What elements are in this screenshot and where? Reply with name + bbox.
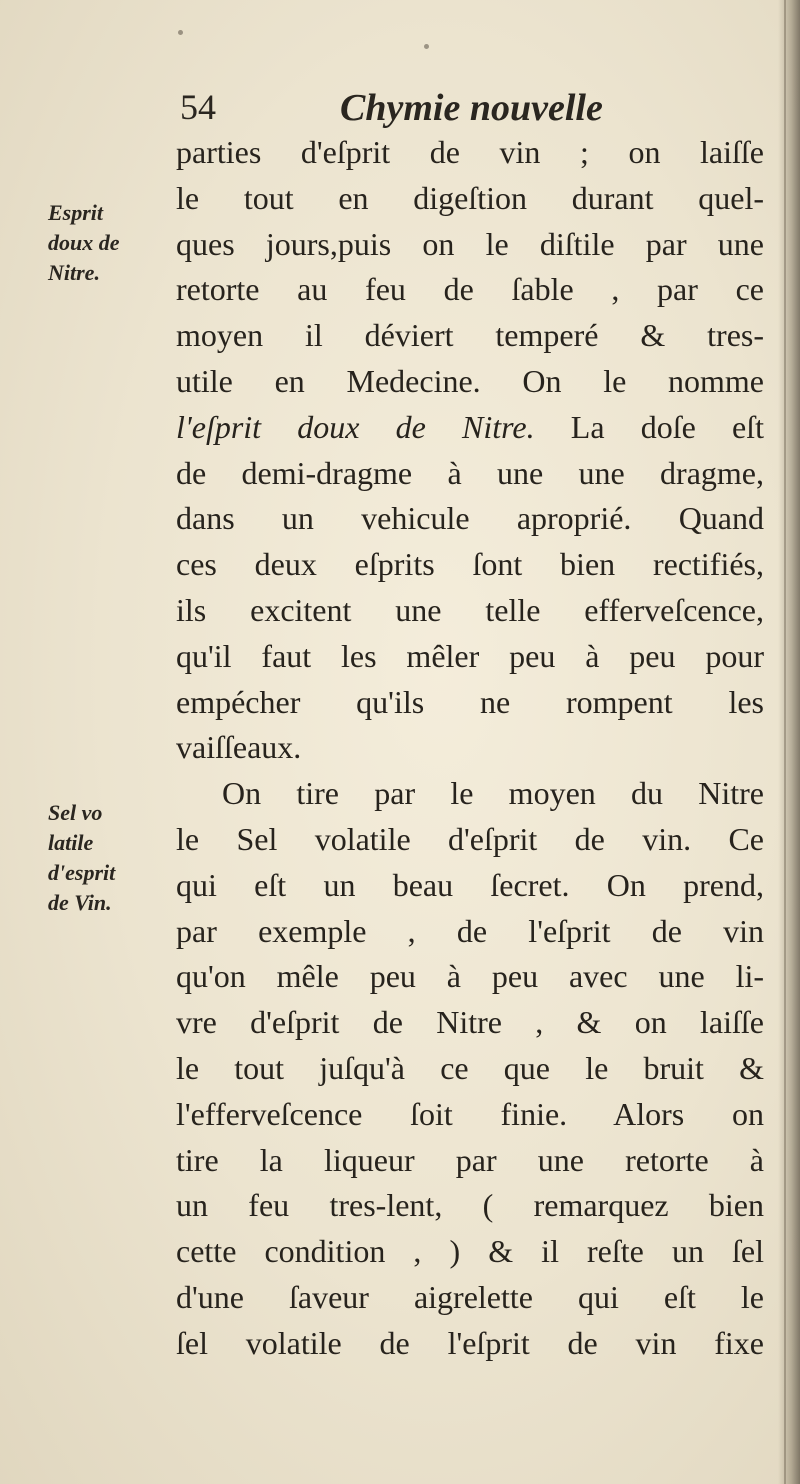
text-line: ces deux eſprits ſont bien rectifiés, [176, 546, 764, 583]
text-line: qui eſt un beau ſecret. On prend, [176, 866, 764, 903]
text-line: qu'il faut les mêler peu à peu pour [176, 637, 764, 674]
margin-note-sel-volatile [48, 798, 168, 918]
text-line: ils excitent une telle efferveſcence, [176, 591, 764, 628]
text-line: de demi-dragme à une une dragme, [176, 454, 764, 491]
page-number: 54 [180, 87, 216, 127]
margin-note-line: Sel vo [48, 800, 103, 825]
text-line: cette condition , ) & il reſte un ſel [176, 1233, 764, 1270]
text-line: le tout juſqu'à ce que le bruit & [176, 1049, 764, 1086]
text-line: tire la liqueur par une retorte à [176, 1141, 764, 1178]
text-line: ſel volatile de l'eſprit de vin fixe [176, 1324, 764, 1361]
margin-note-line: Nitre. [48, 260, 100, 285]
text-line: vaiſſeaux. [176, 729, 302, 766]
text-line: par exemple , de l'eſprit de vin [176, 912, 764, 949]
running-title: Chymie nouvelle [340, 87, 603, 129]
page-header [180, 86, 760, 136]
margin-note-line: latile [48, 830, 94, 855]
text-line: moyen il déviert temperé & tres- [176, 317, 764, 354]
text-line-paragraph-start: On tire par le moyen du Nitre [222, 775, 764, 812]
margin-note-line: d'esprit [48, 860, 116, 885]
text-line: dans un vehicule aproprié. Quand [176, 500, 764, 537]
text-line-with-italic [176, 405, 764, 451]
text-line: retorte au feu de ſable , par ce [176, 271, 764, 308]
text-line: parties d'eſprit de vin ; on laiſſe [176, 134, 764, 170]
margin-note-line: doux de [48, 230, 120, 255]
margin-note-line: de Vin. [48, 890, 112, 915]
phrase-continuation: La doſe eſt [534, 408, 765, 445]
margin-note-line: Esprit [48, 200, 104, 225]
text-line: le tout en digeſtion durant quel- [176, 179, 764, 216]
text-line: utile en Medecine. On le nomme [176, 362, 764, 399]
text-line: vre d'eſprit de Nitre , & on laiſſe [176, 1004, 764, 1041]
text-line: un feu tres-lent, ( remarquez bien [176, 1187, 764, 1224]
text-line: d'une ſaveur aigrelette qui eſt le [176, 1278, 764, 1315]
page-edge-shadow [778, 0, 800, 1484]
italic-phrase: l'eſprit doux de Nitre. [176, 408, 535, 445]
ink-speck [178, 30, 183, 35]
text-line: empécher qu'ils ne rompent les [176, 683, 764, 720]
ink-speck [424, 44, 429, 49]
text-line: le Sel volatile d'eſprit de vin. Ce [176, 820, 764, 857]
text-line: l'efferveſcence ſoit finie. Alors on [176, 1095, 764, 1132]
text-line: ques jours,puis on le diſtile par une [176, 225, 764, 262]
margin-note-esprit-doux [48, 198, 168, 288]
text-line: qu'on mêle peu à peu avec une li- [176, 958, 764, 995]
body-text [176, 130, 764, 1367]
